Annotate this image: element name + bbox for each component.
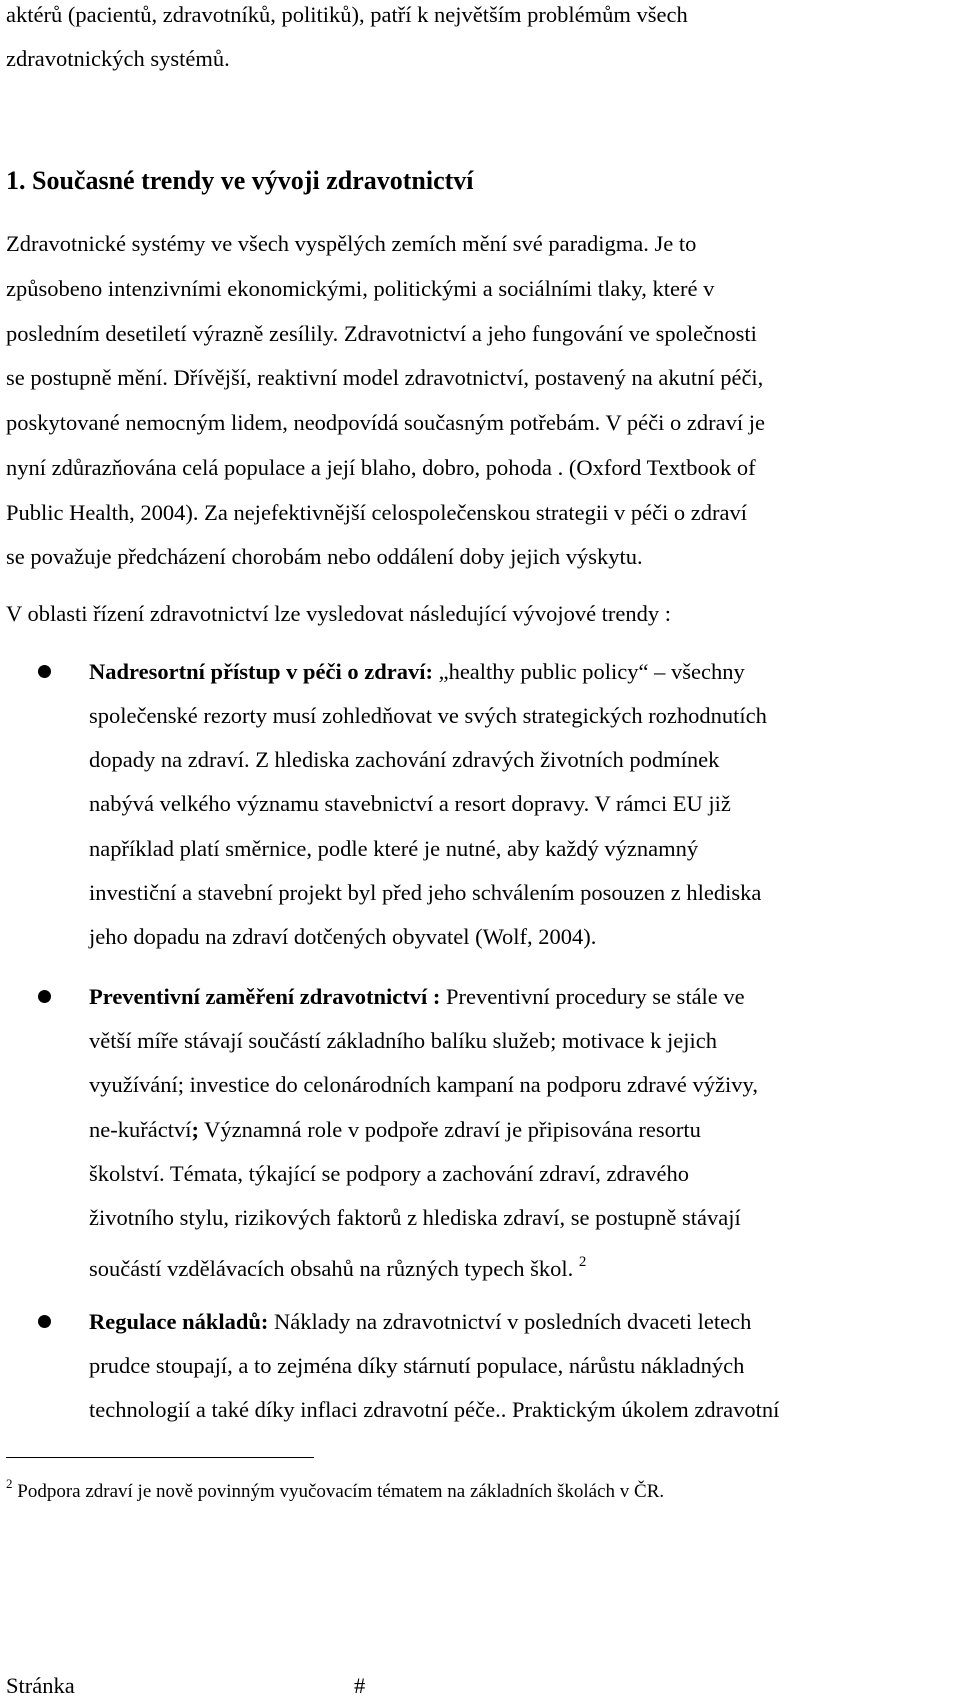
footnote-reference: 2 bbox=[578, 1254, 587, 1270]
paragraph-line: Zdravotnické systémy ve všech vyspělých zemích mění své paradigma. Je to bbox=[6, 231, 697, 256]
bullet-2-last-line: součástí vzdělávacích obsahů na různých typech škol. bbox=[89, 1256, 574, 1281]
bullet-2-first-rest: Preventivní procedury se stále ve bbox=[440, 984, 745, 1009]
bullet-2-line3-start: ne-kuřáctví bbox=[89, 1117, 192, 1142]
bullet-line: technologií a také díky inflaci zdravotní péče.. Praktickým úkolem zdravotní bbox=[89, 1397, 780, 1422]
section-heading: 1. Současné trendy ve vývoji zdravotnictví bbox=[6, 166, 474, 195]
bullet-line bbox=[89, 1248, 586, 1283]
bullet-1-title: Nadresortní přístup v péči o zdraví: bbox=[89, 659, 433, 684]
footnote bbox=[6, 1470, 664, 1506]
bullet-line: investiční a stavební projekt byl před jeho schválením posouzen z hlediska bbox=[89, 880, 762, 905]
bullet-icon bbox=[38, 665, 51, 678]
bullet-line: nabývá velkého významu stavebnictví a resort dopravy. V rámci EU již bbox=[89, 791, 731, 816]
bullet-line: prudce stoupají, a to zejména díky stárnutí populace, nárůstu nákladných bbox=[89, 1353, 745, 1378]
paragraph-line: Public Health, 2004). Za nejefektivnější celospolečenskou strategii v péči o zdraví bbox=[6, 500, 748, 525]
footnote-text: Podpora zdraví je nově povinným vyučovacím tématem na základních školách v ČR. bbox=[12, 1481, 665, 1502]
footnote-number: 2 bbox=[6, 1476, 13, 1491]
intro-line-2: zdravotnických systémů. bbox=[6, 46, 230, 71]
paragraph-line: se považuje předcházení chorobám nebo oddálení doby jejich výskytu. bbox=[6, 544, 643, 569]
bullet-3-first-rest: Náklady na zdravotnictví v posledních dvaceti letech bbox=[268, 1309, 752, 1334]
bullet-3-first-line bbox=[89, 1308, 751, 1336]
bullet-2-title: Preventivní zaměření zdravotnictví : bbox=[89, 984, 441, 1009]
bullet-line: například platí směrnice, podle které je nutné, aby každý významný bbox=[89, 836, 699, 861]
bullet-line: dopady na zdraví. Z hlediska zachování zdravých životních podmínek bbox=[89, 747, 720, 772]
bullet-line: životního stylu, rizikových faktorů z hlediska zdraví, se postupně stávají bbox=[89, 1205, 741, 1230]
footnote-divider bbox=[6, 1457, 314, 1458]
bullet-line: využívání; investice do celonárodních kampaní na podporu zdravé výživy, bbox=[89, 1072, 758, 1097]
page-number: # bbox=[354, 1673, 366, 1698]
page-footer-label: Stránka bbox=[6, 1673, 75, 1698]
intro-line-1: aktérů (pacientů, zdravotníků, politiků), patří k největším problémům všech bbox=[6, 2, 688, 27]
bullet-line bbox=[89, 1116, 701, 1144]
bullet-1-first-rest: „healthy public policy“ – všechny bbox=[432, 659, 745, 684]
paragraph-line: se postupně mění. Dřívější, reaktivní model zdravotnictví, postavený na akutní péči, bbox=[6, 365, 764, 390]
bullet-2-line3-rest: Významná role v podpoře zdraví je připisována resortu bbox=[198, 1117, 701, 1142]
bullet-line: školství. Témata, týkající se podpory a zachování zdraví, zdravého bbox=[89, 1161, 690, 1186]
trends-intro: V oblasti řízení zdravotnictví lze vysledovat následující vývojové trendy : bbox=[6, 601, 672, 626]
paragraph-line: posledním desetiletí výrazně zesílily. Zdravotnictví a jeho fungování ve společnosti bbox=[6, 321, 757, 346]
paragraph-line: nyní zdůrazňována celá populace a její blaho, dobro, pohoda . (Oxford Textbook of bbox=[6, 455, 756, 480]
bullet-1-first-line bbox=[89, 658, 745, 686]
bullet-line: společenské rezorty musí zohledňovat ve svých strategických rozhodnutích bbox=[89, 703, 767, 728]
paragraph-line: poskytované nemocným lidem, neodpovídá současným potřebám. V péči o zdraví je bbox=[6, 410, 765, 435]
bullet-icon bbox=[38, 990, 51, 1003]
bullet-line: větší míře stávají součástí základního balíku služeb; motivace k jejich bbox=[89, 1028, 717, 1053]
bullet-2-line3-semicolon: ; bbox=[191, 1117, 199, 1142]
paragraph-line: způsobeno intenzivními ekonomickými, politickými a sociálními tlaky, které v bbox=[6, 276, 715, 301]
bullet-line: jeho dopadu na zdraví dotčených obyvatel (Wolf, 2004). bbox=[89, 924, 597, 949]
bullet-3-title: Regulace nákladů: bbox=[89, 1309, 269, 1334]
bullet-2-first-line bbox=[89, 983, 745, 1011]
bullet-icon bbox=[38, 1315, 51, 1328]
